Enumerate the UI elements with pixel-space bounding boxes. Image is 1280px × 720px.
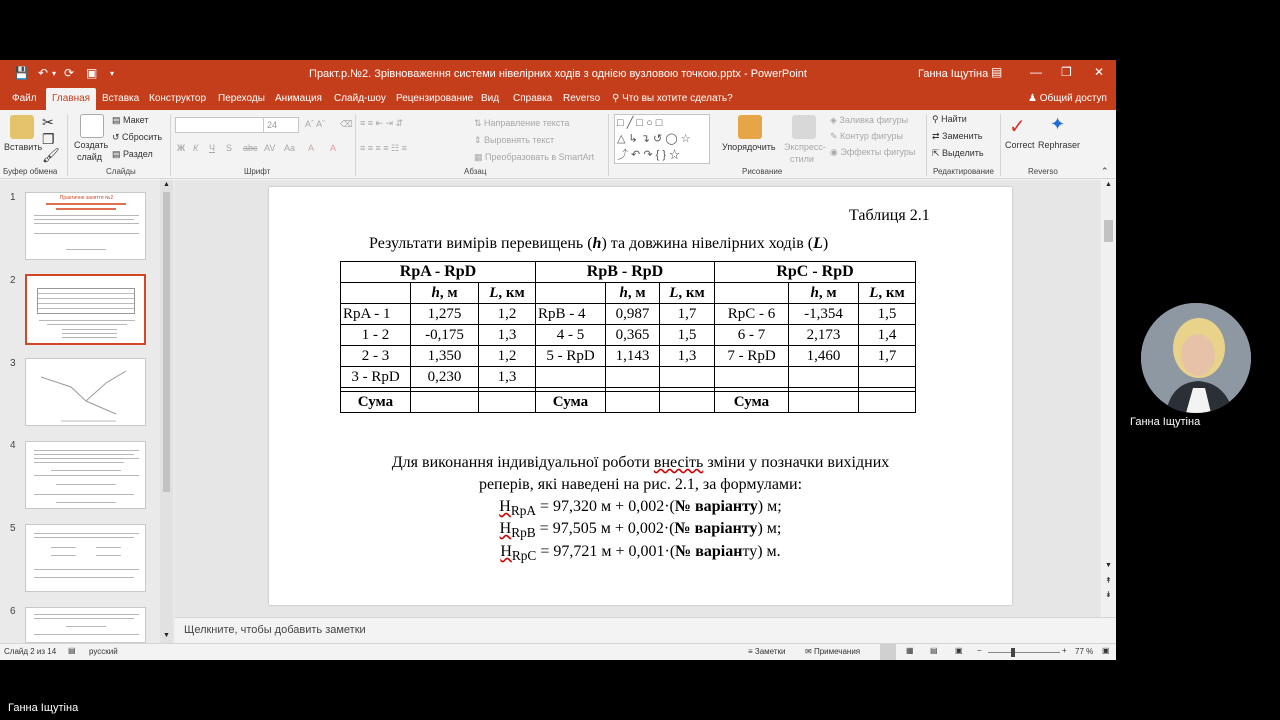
l-unit: , км bbox=[878, 284, 905, 301]
thumbnails-scrollbar[interactable] bbox=[160, 180, 173, 643]
table-cell bbox=[789, 367, 859, 388]
replace-label: Заменить bbox=[942, 131, 983, 141]
instruction-text: Для виконання індивідуальної роботи bbox=[391, 454, 654, 471]
h-unit: , м bbox=[439, 284, 458, 301]
table-cell: 0,230 bbox=[411, 367, 479, 388]
table-cell: 6 - 7 bbox=[715, 325, 789, 346]
shape-effects-label: Эффекты фигуры bbox=[840, 147, 916, 157]
h-symbol: h bbox=[619, 284, 628, 301]
header-rpa: RpA - RpD bbox=[341, 262, 536, 283]
section-icon: ▤ bbox=[112, 149, 124, 159]
divider bbox=[67, 114, 68, 176]
table-cell bbox=[536, 283, 606, 304]
layout-icon: ▤ bbox=[112, 115, 124, 125]
thumb-number: 2 bbox=[10, 275, 16, 286]
participant-name: Ганна Іщутіна bbox=[1130, 416, 1201, 428]
formula-variant: № варіанту bbox=[674, 498, 758, 515]
bullets-icon[interactable]: ≡ ≡ ⇤ ⇥ ⇵ bbox=[360, 118, 404, 128]
l-unit: , км bbox=[498, 284, 525, 301]
redo-icon[interactable]: ⟳ bbox=[64, 66, 75, 80]
align-text-button[interactable] bbox=[474, 135, 554, 146]
tab-reverso[interactable]: Reverso bbox=[563, 93, 601, 104]
h-symbol: h bbox=[431, 284, 440, 301]
copy-icon[interactable]: ❐ bbox=[42, 131, 55, 147]
correct-button[interactable]: Correct bbox=[1005, 140, 1035, 150]
tell-me-label: Что вы хотите сделать? bbox=[622, 93, 733, 104]
person-icon: ♟ bbox=[1028, 93, 1040, 104]
lightbulb-icon: ⚲ bbox=[612, 93, 623, 104]
notes-placeholder: Щелкните, чтобы добавить заметки bbox=[184, 624, 366, 636]
table-cell bbox=[536, 367, 606, 388]
formula-h bbox=[499, 520, 536, 541]
group-drawing-label: Рисование bbox=[742, 167, 783, 176]
table-cell: 1,2 bbox=[479, 346, 536, 367]
section-button[interactable] bbox=[112, 149, 153, 160]
font-color-icon[interactable]: A bbox=[330, 143, 337, 153]
bold-icon[interactable]: Ж bbox=[177, 143, 186, 153]
divider bbox=[1000, 114, 1001, 176]
slide-thumbnails-pane bbox=[0, 180, 175, 643]
select-label: Выделить bbox=[942, 148, 984, 158]
scroll-down-icon[interactable]: ▼ bbox=[1105, 562, 1112, 569]
h-unit: , м bbox=[627, 284, 646, 301]
tab-slideshow[interactable]: Слайд-шоу bbox=[334, 93, 386, 104]
header-rpb: RpB - RpD bbox=[536, 262, 715, 283]
participant-video-image bbox=[1141, 303, 1251, 413]
underline-icon[interactable]: Ч bbox=[209, 143, 215, 153]
zoom-out-icon[interactable]: − bbox=[977, 646, 982, 655]
find-button[interactable] bbox=[932, 114, 967, 125]
tab-insert[interactable]: Вставка bbox=[102, 93, 140, 104]
scroll-up-icon[interactable]: ▲ bbox=[1105, 181, 1112, 188]
l-symbol: L bbox=[489, 284, 499, 301]
table-row bbox=[341, 346, 916, 367]
measurements-table bbox=[340, 261, 916, 413]
arrange-button[interactable]: Упорядочить bbox=[722, 142, 776, 152]
table-cell: -1,354 bbox=[789, 304, 859, 325]
scroll-down-icon[interactable]: ▼ bbox=[163, 632, 170, 639]
tell-me[interactable] bbox=[612, 93, 733, 104]
font-size-value: 24 bbox=[267, 120, 278, 130]
l-symbol: L bbox=[869, 284, 879, 301]
formula-variant: № варіанту bbox=[674, 520, 758, 537]
presenter-name: Ганна Іщутіна bbox=[8, 702, 79, 714]
group-reverso-label: Reverso bbox=[1028, 167, 1058, 176]
table-cell: RpC - 6 bbox=[715, 304, 789, 325]
increase-font-icon[interactable]: Aˆ Aˇ bbox=[305, 119, 326, 129]
italic-icon[interactable]: К bbox=[193, 143, 199, 153]
col-h bbox=[789, 283, 859, 304]
slide-counter: Слайд 2 из 14 bbox=[4, 647, 57, 656]
h-symbol: h bbox=[810, 284, 819, 301]
share-button[interactable] bbox=[1028, 93, 1107, 104]
table-cell bbox=[660, 367, 715, 388]
strikethrough-icon[interactable]: abc bbox=[243, 143, 258, 153]
tab-review[interactable]: Рецензирование bbox=[396, 93, 474, 104]
account-name[interactable]: Ганна Іщутіна bbox=[918, 68, 989, 80]
shape-fill-label: Заливка фигуры bbox=[839, 115, 909, 125]
status-bar bbox=[0, 643, 1116, 660]
language-indicator[interactable]: русский bbox=[89, 647, 118, 656]
caption-l: L bbox=[813, 235, 823, 252]
quick-styles-button[interactable]: Экспресс- bbox=[784, 142, 826, 152]
caption-text: ) bbox=[822, 235, 829, 252]
table-cell: -0,175 bbox=[411, 325, 479, 346]
shape-outline-label: Контур фигуры bbox=[840, 131, 903, 141]
table-cell: 1,7 bbox=[660, 304, 715, 325]
formula-subscript: RpB bbox=[511, 525, 536, 541]
comment-icon: ✉ bbox=[805, 647, 814, 656]
table-cell: 3 - RpD bbox=[341, 367, 411, 388]
col-h bbox=[606, 283, 660, 304]
table-cell bbox=[660, 392, 715, 413]
fit-slide-icon[interactable]: ▣ bbox=[1102, 646, 1110, 655]
shape-effects-button[interactable] bbox=[830, 147, 915, 158]
sum-label: Сума bbox=[715, 392, 789, 413]
slide-thumbnail-5[interactable] bbox=[25, 524, 146, 592]
shape-outline-button[interactable] bbox=[830, 131, 903, 142]
scroll-up-icon[interactable]: ▲ bbox=[163, 181, 170, 188]
ribbon-tabs bbox=[0, 88, 1116, 110]
table-cell: 7 - RpD bbox=[715, 346, 789, 367]
formula-text: = 97,320 м + 0,002·( bbox=[536, 498, 675, 515]
table-cell bbox=[341, 283, 411, 304]
layout-label: Макет bbox=[123, 115, 149, 125]
col-l bbox=[859, 283, 916, 304]
table-cell bbox=[715, 283, 789, 304]
table-cell: 1,7 bbox=[859, 346, 916, 367]
divider bbox=[926, 114, 927, 176]
table-cell: 1,5 bbox=[660, 325, 715, 346]
table-cell bbox=[789, 392, 859, 413]
divider bbox=[608, 114, 609, 176]
select-button[interactable] bbox=[932, 148, 984, 159]
table-cell: 1,143 bbox=[606, 346, 660, 367]
col-l bbox=[660, 283, 715, 304]
tab-home[interactable]: Главная bbox=[46, 88, 96, 110]
formula-text: = 97,721 м + 0,001·( bbox=[536, 543, 676, 560]
formula-text: = 97,505 м + 0,002·( bbox=[535, 520, 675, 537]
tab-animations[interactable]: Анимация bbox=[275, 93, 322, 104]
thumb-diagram bbox=[26, 359, 146, 426]
h-letter: Н bbox=[500, 543, 512, 560]
formula-subscript: RpA bbox=[510, 503, 537, 519]
notes-button[interactable] bbox=[748, 647, 786, 656]
formula-rpb bbox=[269, 520, 1012, 541]
pen-icon: ✎ bbox=[830, 131, 841, 141]
table-cell: 1,275 bbox=[411, 304, 479, 325]
zoom-slider[interactable] bbox=[988, 652, 1060, 653]
participant-avatar bbox=[1141, 303, 1251, 413]
new-slide-button[interactable]: Создать bbox=[74, 140, 109, 150]
l-unit: , км bbox=[678, 284, 705, 301]
layout-button[interactable] bbox=[112, 115, 149, 126]
notes-icon: ≡ bbox=[748, 647, 755, 656]
formula-h bbox=[500, 543, 537, 564]
effects-icon: ◉ bbox=[830, 147, 841, 157]
notes-pane[interactable] bbox=[175, 617, 1116, 643]
formula-rpa bbox=[269, 498, 1012, 519]
tab-transitions[interactable]: Переходы bbox=[218, 93, 265, 104]
tab-help[interactable]: Справка bbox=[513, 93, 553, 104]
font-name-box[interactable] bbox=[175, 117, 265, 133]
table-row bbox=[341, 367, 916, 388]
table-cell: 2 - 3 bbox=[341, 346, 411, 367]
new-slide-icon[interactable] bbox=[80, 114, 104, 138]
table-cell: 2,173 bbox=[789, 325, 859, 346]
title-bar bbox=[0, 60, 1116, 88]
comments-label: Примечания bbox=[813, 647, 861, 656]
cut-icon[interactable]: ✂ bbox=[42, 114, 54, 130]
thumb-number: 5 bbox=[10, 523, 16, 534]
table-cell: 1,460 bbox=[789, 346, 859, 367]
highlight-icon[interactable]: A bbox=[308, 143, 315, 153]
align-left-icon[interactable]: ≡ ≡ ≡ ≡ ☷ ≡ bbox=[360, 143, 407, 153]
table-cell bbox=[715, 367, 789, 388]
thumb-number: 6 bbox=[10, 606, 16, 617]
rephraser-button[interactable]: Rephraser bbox=[1038, 140, 1081, 150]
thumb-title: Практичне заняття №2 bbox=[59, 195, 114, 201]
spacing-icon[interactable]: AV bbox=[264, 143, 276, 153]
text-direction-label: Направление текста bbox=[484, 118, 570, 128]
table-cell bbox=[859, 367, 916, 388]
table-cell: 4 - 5 bbox=[536, 325, 606, 346]
formula-end: ту) м. bbox=[742, 543, 781, 560]
table-cell: 0,365 bbox=[606, 325, 660, 346]
reset-icon: ↺ bbox=[112, 132, 123, 142]
zoom-in-icon[interactable]: + bbox=[1062, 646, 1067, 655]
formula-variant: № варіан bbox=[675, 543, 743, 560]
reading-view-icon[interactable]: ▤ bbox=[930, 646, 938, 655]
h-unit: , м bbox=[818, 284, 837, 301]
cursor-icon: ⇱ bbox=[932, 148, 943, 158]
notes-label: Заметки bbox=[754, 647, 786, 656]
l-symbol: L bbox=[669, 284, 679, 301]
instruction-line-2: реперів, які наведені на рис. 2.1, за формулами: bbox=[478, 476, 803, 493]
font-size-box[interactable] bbox=[263, 117, 299, 133]
ribbon-display-icon[interactable]: ▤ bbox=[991, 65, 1003, 79]
smartart-button[interactable] bbox=[474, 152, 594, 163]
correct-icon[interactable]: ✓ bbox=[1009, 116, 1026, 138]
group-slides-label: Слайды bbox=[106, 167, 136, 176]
slide-thumbnail-1[interactable] bbox=[25, 192, 146, 260]
shadow-icon[interactable]: S bbox=[226, 143, 233, 153]
slide-thumbnail-4[interactable] bbox=[25, 441, 146, 509]
save-icon[interactable]: 💾 bbox=[14, 66, 29, 80]
slide-thumbnail-6[interactable] bbox=[25, 607, 146, 643]
tab-file[interactable]: Файл bbox=[12, 93, 37, 104]
paint-bucket-icon: ◈ bbox=[830, 115, 840, 125]
formula-h bbox=[499, 498, 537, 519]
previous-slide-icon[interactable]: ↟ bbox=[1105, 576, 1112, 585]
text-direction-icon: ⇅ bbox=[474, 118, 485, 128]
group-font-label: Шрифт bbox=[244, 167, 271, 176]
formula-rpc bbox=[269, 543, 1012, 564]
table-cell: 1,4 bbox=[859, 325, 916, 346]
table-cell: 0,987 bbox=[606, 304, 660, 325]
slide-sorter-icon[interactable]: ▦ bbox=[906, 646, 914, 655]
group-paragraph-label: Абзац bbox=[464, 167, 487, 176]
slide-thumbnail-3[interactable] bbox=[25, 358, 146, 426]
slide-thumbnail-2[interactable] bbox=[25, 274, 146, 345]
col-l bbox=[479, 283, 536, 304]
spellcheck-icon[interactable]: ▤ bbox=[68, 646, 76, 655]
tab-view[interactable]: Вид bbox=[481, 93, 500, 104]
undo-dropdown-icon[interactable]: ▾ bbox=[52, 69, 57, 78]
sum-label: Сума bbox=[536, 392, 606, 413]
header-rpc: RpC - RpD bbox=[715, 262, 916, 283]
group-editing-label: Редактирование bbox=[933, 167, 994, 176]
formula-end: ) м; bbox=[757, 520, 782, 537]
formula-end: ) м; bbox=[757, 498, 782, 515]
table-cell: 1,5 bbox=[859, 304, 916, 325]
thumb-number: 1 bbox=[10, 192, 16, 203]
caption-text: ) та довжина нівелірних ходів ( bbox=[601, 235, 814, 252]
table-cell: 1,2 bbox=[479, 304, 536, 325]
shapes-gallery[interactable]: □ ╱ □ ○ □ △ ↳ ↴ ↺ ◯ ☆ ⤴ ↶ ↷ { } ☆ bbox=[614, 114, 710, 164]
table-cell: 1 - 2 bbox=[341, 325, 411, 346]
text-direction-button[interactable] bbox=[474, 118, 569, 129]
col-h bbox=[411, 283, 479, 304]
search-icon: ⚲ bbox=[932, 114, 942, 124]
zoom-level[interactable]: 77 % bbox=[1075, 647, 1094, 656]
caption-h: h bbox=[592, 235, 602, 252]
divider bbox=[355, 114, 356, 176]
table-row bbox=[341, 325, 916, 346]
smartart-icon: ▦ bbox=[474, 152, 486, 162]
group-clipboard-label: Буфер обмена bbox=[3, 167, 58, 176]
table-cell: 1,350 bbox=[411, 346, 479, 367]
table-cell bbox=[606, 367, 660, 388]
formula-subscript: RpC bbox=[511, 548, 537, 564]
reset-button[interactable] bbox=[112, 132, 162, 143]
quick-styles-label: стили bbox=[790, 154, 814, 164]
table-cell bbox=[859, 392, 916, 413]
align-text-label: Выровнять текст bbox=[484, 135, 555, 145]
comments-button[interactable] bbox=[805, 647, 860, 656]
divider bbox=[170, 114, 171, 176]
replace-icon: ⇄ bbox=[932, 131, 943, 141]
align-text-icon: ⇕ bbox=[474, 135, 485, 145]
format-painter-icon[interactable]: 🖌 bbox=[42, 147, 60, 163]
table-cell: 1,3 bbox=[479, 367, 536, 388]
h-letter: Н bbox=[499, 498, 511, 515]
window-title: Практ.р.№2. Зрівноваження системи нівелірних ходів з однією вузловою точкою.pptx - PowerPoint bbox=[309, 68, 807, 80]
share-label: Общий доступ bbox=[1039, 93, 1107, 104]
minimize-icon[interactable]: — bbox=[1030, 65, 1042, 79]
collapse-ribbon-icon[interactable]: ⌃ bbox=[1101, 166, 1109, 176]
undo-icon[interactable]: ↶ bbox=[38, 66, 49, 80]
change-case-icon[interactable]: Aa bbox=[284, 143, 296, 153]
new-slide-label: слайд bbox=[77, 152, 103, 162]
table-cell: 1,3 bbox=[660, 346, 715, 367]
next-slide-icon[interactable]: ↡ bbox=[1105, 590, 1112, 599]
table-cell: RpB - 4 bbox=[536, 304, 606, 325]
paste-icon[interactable] bbox=[10, 115, 34, 139]
present-from-start-icon[interactable]: ▣ bbox=[86, 66, 98, 80]
replace-button[interactable] bbox=[932, 131, 983, 142]
scrollbar-thumb[interactable] bbox=[163, 192, 170, 492]
instruction-text: зміни у позначки вихідних bbox=[703, 454, 890, 471]
smartart-label: Преобразовать в SmartArt bbox=[485, 152, 595, 162]
table-cell: RpA - 1 bbox=[341, 304, 411, 325]
table-cell bbox=[606, 392, 660, 413]
instruction-word: внесіть bbox=[653, 454, 704, 471]
section-label: Раздел bbox=[123, 149, 153, 159]
table-cell: 5 - RpD bbox=[536, 346, 606, 367]
scrollbar-thumb[interactable] bbox=[1104, 220, 1113, 242]
slideshow-view-icon[interactable]: ▣ bbox=[955, 646, 963, 655]
table-caption bbox=[369, 235, 828, 253]
table-label: Таблиця 2.1 bbox=[849, 207, 930, 224]
rephraser-icon[interactable]: ✦ bbox=[1050, 114, 1066, 134]
arrange-icon[interactable] bbox=[738, 115, 762, 139]
table-cell bbox=[479, 392, 536, 413]
normal-view-icon[interactable] bbox=[880, 644, 896, 660]
thumb-number: 4 bbox=[10, 440, 16, 451]
quick-styles-icon[interactable] bbox=[792, 115, 816, 139]
instruction-line-1 bbox=[269, 454, 1012, 472]
paste-button[interactable]: Вставить bbox=[4, 142, 43, 152]
table-row-sum bbox=[341, 392, 916, 413]
table-row bbox=[341, 304, 916, 325]
slide-canvas[interactable] bbox=[269, 187, 1012, 605]
find-label: Найти bbox=[941, 114, 967, 124]
restore-icon[interactable]: ❐ bbox=[1061, 65, 1072, 79]
clear-format-icon[interactable]: ⌫ bbox=[340, 119, 353, 129]
slide-scrollbar[interactable] bbox=[1102, 180, 1116, 643]
sum-label: Сума bbox=[341, 392, 411, 413]
h-letter: Н bbox=[499, 520, 512, 537]
ribbon bbox=[0, 110, 1116, 179]
table-cell: 1,3 bbox=[479, 325, 536, 346]
caption-text: Результати вимірів перевищень ( bbox=[369, 235, 593, 252]
reset-label: Сбросить bbox=[122, 132, 163, 142]
thumb-number: 3 bbox=[10, 358, 16, 369]
customize-qat-icon[interactable]: ▾ bbox=[110, 69, 115, 78]
table-cell bbox=[411, 392, 479, 413]
zoom-slider-thumb[interactable] bbox=[1011, 648, 1015, 657]
shape-fill-button[interactable] bbox=[830, 115, 908, 126]
tab-design[interactable]: Конструктор bbox=[149, 93, 207, 104]
close-icon[interactable]: ✕ bbox=[1094, 65, 1105, 79]
